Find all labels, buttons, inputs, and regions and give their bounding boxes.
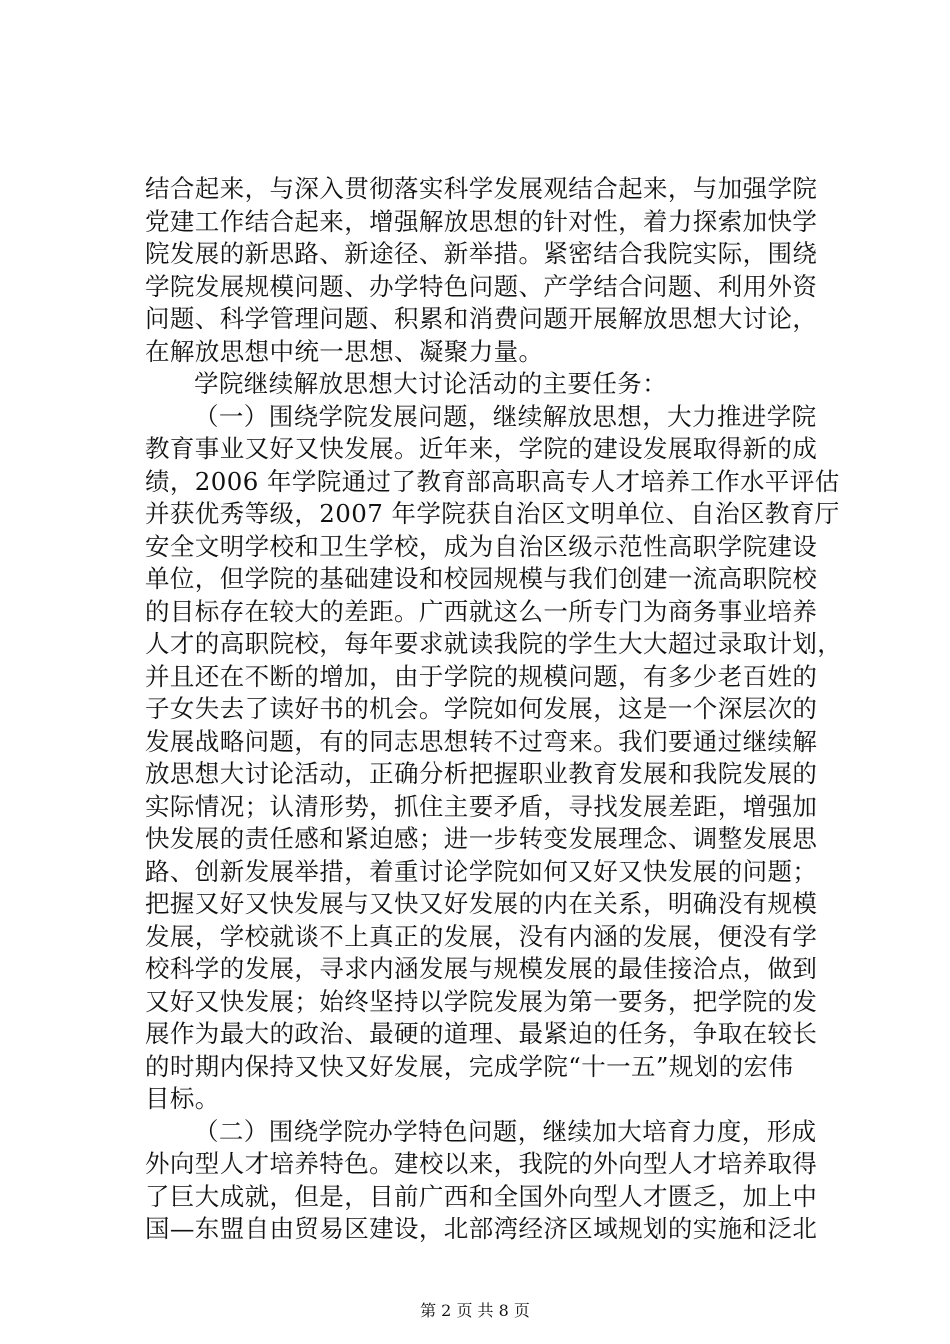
text-line: 院发展的新思路、新途径、新举措。紧密结合我院实际，围绕 <box>145 239 818 268</box>
text-line: 国—东盟自由贸易区建设，北部湾经济区域规划的实施和泛北 <box>145 1214 818 1243</box>
text-line: 展作为最大的政治、最硬的道理、最紧迫的任务，争取在较长 <box>145 1019 818 1048</box>
text-line: 发展战略问题，有的同志思想转不过弯来。我们要通过继续解 <box>145 726 818 756</box>
text-line: 并获优秀等级，2007 年学院获自治区文明单位、自治区教育厅 <box>145 499 840 528</box>
text-line: 的时期内保持又快又好发展，完成学院“十一五”规划的宏伟 <box>145 1051 794 1081</box>
text-line: 安全文明学校和卫生学校，成为自治区级示范性高职学院建设 <box>145 531 818 561</box>
text-line: 在解放思想中统一思想、凝聚力量。 <box>145 336 544 366</box>
section-heading-2: （二）围绕学院办学特色问题，继续加大培育力度，形成 <box>194 1116 817 1146</box>
text-line: 学院发展规模问题、办学特色问题、产学结合问题、利用外资 <box>145 271 818 301</box>
text-line: 又好又快发展；始终坚持以学院发展为第一要务，把学院的发 <box>145 986 818 1016</box>
text-line: 发展，学校就谈不上真正的发展，没有内涵的发展，便没有学 <box>145 921 818 951</box>
page-number-footer: 第 2 页 共 8 页 <box>420 1301 530 1320</box>
text-line: 校科学的发展，寻求内涵发展与规模发展的最佳接洽点，做到 <box>145 954 818 983</box>
text-line: 绩，2006 年学院通过了教育部高职高专人才培养工作水平评估 <box>145 466 840 496</box>
text-line: 路、创新发展举措，着重讨论学院如何又好又快发展的问题； <box>145 856 818 886</box>
text-line: 结合起来，与深入贯彻落实科学发展观结合起来，与加强学院 <box>145 174 818 203</box>
text-line: 目标。 <box>145 1084 220 1113</box>
text-line: 放思想大讨论活动，正确分析把握职业教育发展和我院发展的 <box>145 759 818 788</box>
text-line: 外向型人才培养特色。建校以来，我院的外向型人才培养取得 <box>145 1149 818 1178</box>
text-line: 单位，但学院的基础建设和校园规模与我们创建一流高职院校 <box>145 564 818 593</box>
text-line: 子女失去了读好书的机会。学院如何发展，这是一个深层次的 <box>145 694 818 723</box>
text-line: 实际情况；认清形势，抓住主要矛盾，寻找发展差距，增强加 <box>145 791 818 821</box>
text-line: 问题、科学管理问题、积累和消费问题开展解放思想大讨论， <box>145 304 818 333</box>
text-line: 教育事业又好又快发展。近年来，学院的建设发展取得新的成 <box>145 434 818 463</box>
document-body <box>145 173 845 1246</box>
text-line: 党建工作结合起来，增强解放思想的针对性，着力探索加快学 <box>145 206 818 236</box>
text-line: 快发展的责任感和紧迫感；进一步转变发展理念、调整发展思 <box>145 824 818 853</box>
text-line: 人才的高职院校，每年要求就读我院的学生大大超过录取计划， <box>145 629 843 658</box>
section-intro-line: 学院继续解放思想大讨论活动的主要任务： <box>194 369 668 398</box>
text-line: 的目标存在较大的差距。广西就这么一所专门为商务事业培养 <box>145 596 818 626</box>
text-line: 并且还在不断的增加，由于学院的规模问题，有多少老百姓的 <box>145 661 818 691</box>
text-line: 把握又好又快发展与又快又好发展的内在关系，明确没有规模 <box>145 889 818 918</box>
section-heading-1: （一）围绕学院发展问题，继续解放思想，大力推进学院 <box>194 401 817 431</box>
text-line: 了巨大成就，但是，目前广西和全国外向型人才匮乏，加上中 <box>145 1181 818 1211</box>
